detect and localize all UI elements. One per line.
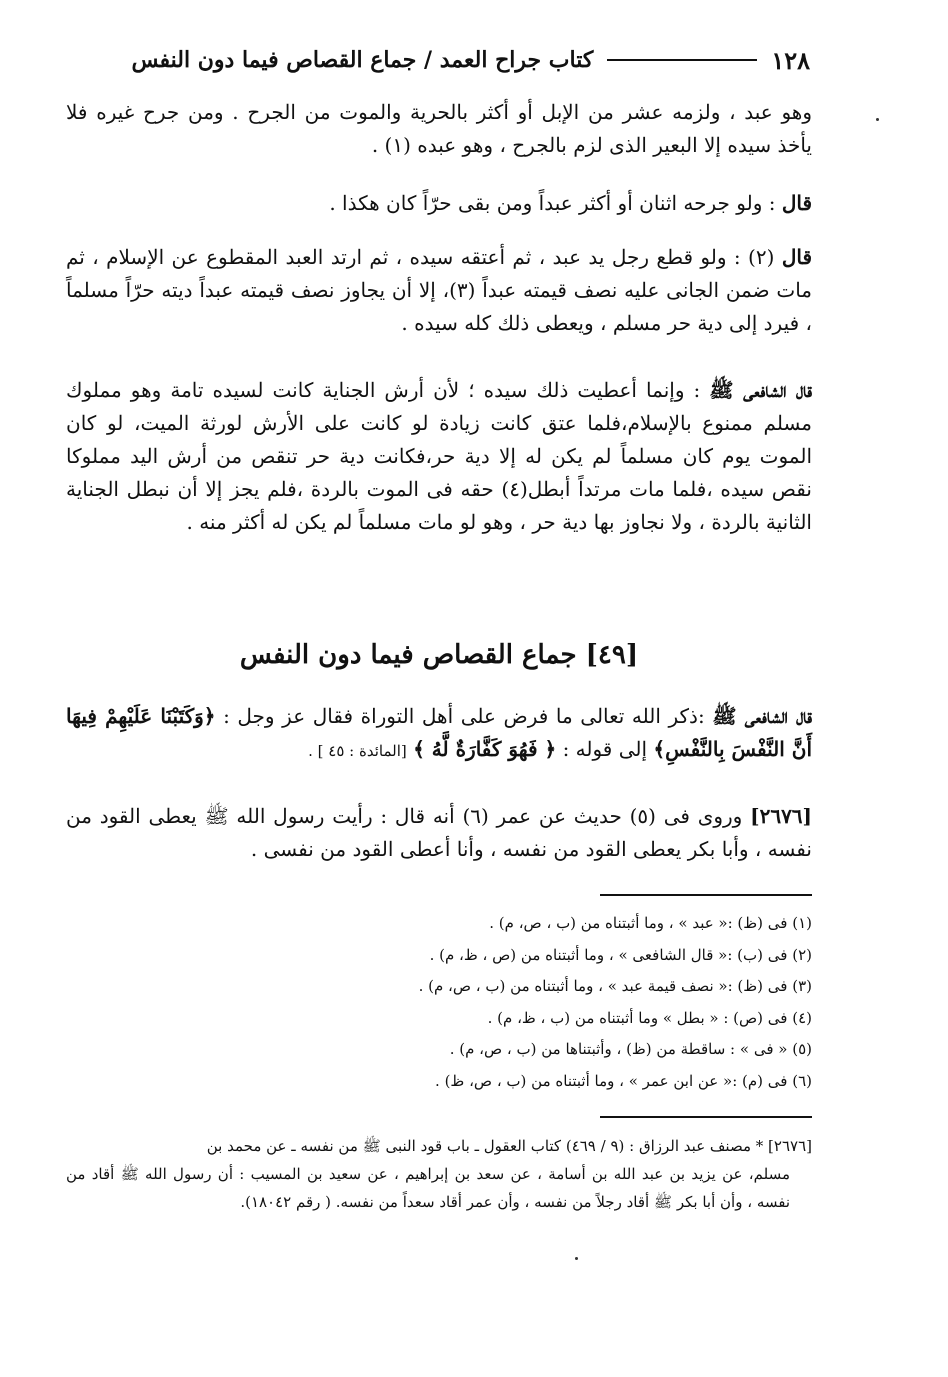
footnote-3: (٣) فى (ظ) :« نصف قيمة عبد » ، وما أثبتناه من (ب ، ص، م) . (418, 977, 812, 995)
header-rule (607, 59, 757, 61)
paragraph-lead: قال (781, 245, 813, 269)
scan-speck (575, 1257, 578, 1260)
verse-connector: إلى قوله : (562, 737, 648, 761)
section-paragraph (66, 700, 812, 768)
footnote-1: (١) فى (ظ) :« عبد » ، وما أثبتناه من (ب ، ص، م) . (489, 914, 812, 932)
paragraph-text: :ذكر الله تعالى ما فرض على أهل التوراة فقال عز وجل : (223, 704, 705, 728)
footnotes (370, 908, 812, 1097)
paragraph-text: (٢) : ولو قطع رجل يد عبد ، ثم أعتقه سيده ، ثم ارتد العبد المقطوع عن الإسلام ، ثم مات ضمن الجانى عليه نصف قيمته عبداً (٣)، إلا أن يجاوز نصف قيمته عبداً ديته حرّاً مسلماً ، فيرد إلى دية حر مسلم ، ويعطى ذلك كله سيده . (66, 245, 812, 335)
hadith-number: [٢٦٧٦] (750, 804, 813, 828)
paragraph-text: : ولو جرحه اثنان أو أكثر عبداً ومن بقى حرّاً كان هكذا . (329, 191, 776, 215)
paragraph-3 (66, 241, 812, 340)
source-note-continuation: مسلم، عن يزيد بن عبد الله بن أسامة ، عن سعد بن إبراهيم ، عن سعيد بن المسيب : أن رسول الله ﷺ أقاد من نفسه ، وأن أبا بكر ﷺ أقاد رجلاً من نفسه ، وأن عمر أقاد سعداً من نفسه. ( رقم ١٨٠٤٢). (66, 1165, 790, 1211)
quran-verse-end: ﴿ فَهُوَ كَفَّارَةٌ لَّهُ ﴾ (413, 737, 557, 761)
paragraph-lead: قال (781, 191, 812, 215)
hadith-paragraph (66, 800, 812, 866)
hadith-source-note (66, 1132, 812, 1216)
running-title: كتاب جراح العمد / جماع القصاص فيما دون النفس (131, 47, 594, 73)
paragraph-text: : وإنما أعطيت ذلك سيده ؛ لأن أرش الجناية كانت لسيده تامة وهو مملوك مسلم ممنوع بالإسلام،فلما عتق كانت زيادة لو كانت على الأرش لورثة الميت، لو كان الموت يوم كان مسلماً لم يكن له إلا دية حر،فكانت دية حر تنقص من أرش اليد مملوكا نقص سيده ،فلما مات مرتداً أبطل(٤) حقه فى الموت بالردة ،فلم يجز إلا أن نبطل الجناية الثانية بالردة ، ولا نجاوز بها دية حر ، وهو لو مات مسلماً لم يكن له أكثر منه . (66, 378, 812, 534)
quran-verse: ﴿وَكَتَبْنَا عَلَيْهِمْ فِيهَا أَنَّ النَّفْسَ بِالنَّفْسِ﴾ (66, 704, 812, 761)
hadith-text: وروى فى (٥) حديث عن عمر (٦) أنه قال : رأيت رسول الله ﷺ يعطى القود من نفسه ، وأبا بكر يعطى القود من نفسه ، وأنا أعطى القود من نفسى . (66, 804, 812, 861)
verse-reference: [المائدة : ٤٥ ] . (308, 742, 407, 760)
footnote-5: (٥) « فى » : ساقطة من (ظ) ، وأثبتناها من (ب ، ص، م) . (449, 1040, 812, 1058)
page-header (68, 40, 810, 80)
source-note-first-line: [٢٦٧٦] * مصنف عبد الرزاق : (٩ / ٤٦٩) كتاب العقول ـ باب قود النبى ﷺ من نفسه ـ عن محمد بن (206, 1137, 812, 1155)
paragraph-1 (66, 96, 812, 162)
section-title: [٤٩] جماع القصاص فيما دون النفس (239, 640, 639, 670)
paragraph-text: وهو عبد ، ولزمه عشر من الإبل أو أكثر بالحرية والموت من الجرح . ومن جرح غيره فلا يأخذ سيده إلا البعير الذى لزم بالجرح ، وهو عبده (١) . (66, 100, 812, 157)
footnote-rule (600, 894, 812, 896)
page-number: ١٢٨ (771, 45, 810, 75)
source-note-rule (600, 1116, 812, 1118)
paragraph-lead: قال الشافعى ﷺ (712, 704, 812, 728)
paragraph-2 (66, 187, 812, 220)
paragraph-4 (66, 374, 812, 539)
footnote-4: (٤) فى (ص) : « بطل » وما أثبتناه من (ب ، ظ، م) . (487, 1008, 812, 1027)
footnote-2: (٢) فى (ب) :« قال الشافعى » ، وما أثبتناه من (ص ، ظ، م) . (429, 945, 812, 964)
footnote-6: (٦) فى (م) :« عن ابن عمر » ، وما أثبتناه من (ب ، ص، ظ) . (435, 1071, 812, 1090)
paragraph-lead: قال الشافعى ﷺ (709, 378, 812, 402)
scan-speck (876, 118, 879, 121)
